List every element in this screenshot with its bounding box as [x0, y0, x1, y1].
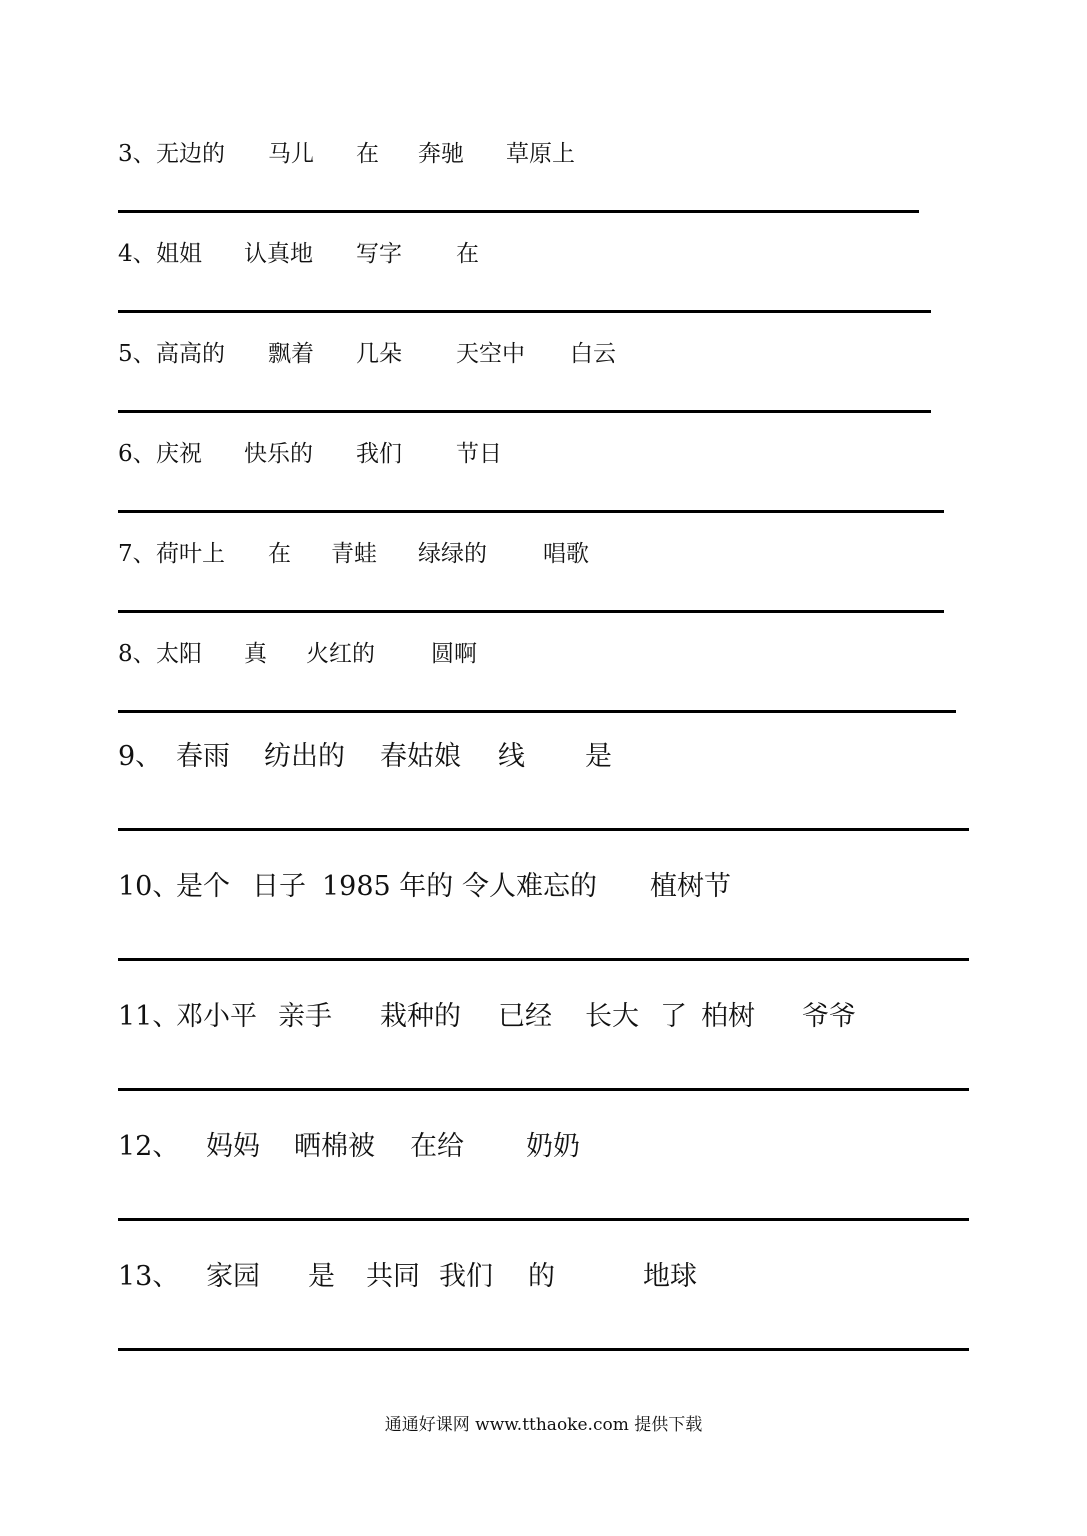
- answer-line[interactable]: [118, 828, 969, 831]
- answer-line[interactable]: [118, 958, 969, 961]
- word-tile: 奔驰: [418, 141, 464, 167]
- answer-line[interactable]: [118, 510, 944, 513]
- word-tile: 真: [244, 641, 267, 667]
- word-tile: 几朵: [356, 341, 402, 367]
- word-tile: 妈妈: [206, 1131, 260, 1162]
- question-number: 12、: [118, 1131, 180, 1162]
- word-tile: 是个: [176, 871, 230, 902]
- question-number: 8、: [118, 641, 156, 667]
- word-tile: 节日: [456, 441, 502, 467]
- answer-line[interactable]: [118, 310, 931, 313]
- word-tile: 高高的: [156, 341, 225, 367]
- word-tile: 唱歌: [543, 541, 589, 567]
- word-tile: 飘着: [268, 341, 314, 367]
- question-number: 9、: [118, 741, 163, 772]
- word-tile: 在给: [410, 1131, 464, 1162]
- word-tile: 1985 年的: [322, 871, 454, 902]
- word-tile: 的: [528, 1261, 555, 1292]
- answer-line[interactable]: [118, 1218, 969, 1221]
- answer-line[interactable]: [118, 410, 931, 413]
- word-tile: 在: [356, 141, 379, 167]
- word-tile: 邓小平: [176, 1001, 257, 1032]
- word-tile: 了: [660, 1001, 687, 1032]
- word-tile: 庆祝: [156, 441, 202, 467]
- answer-line[interactable]: [118, 1348, 969, 1351]
- word-tile: 亲手: [278, 1001, 332, 1032]
- question-number: 10、: [118, 871, 180, 902]
- word-tile: 青蛙: [331, 541, 377, 567]
- word-tile: 无边的: [156, 141, 225, 167]
- answer-line[interactable]: [118, 1088, 969, 1091]
- word-tile: 柏树: [701, 1001, 755, 1032]
- word-tile: 马儿: [268, 141, 314, 167]
- footer-credit: 通通好课网 www.tthaoke.com 提供下载: [384, 1415, 703, 1435]
- word-tile: 姐姐: [156, 241, 202, 267]
- word-tile: 爷爷: [802, 1001, 856, 1032]
- word-tile: 令人难忘的: [462, 871, 597, 902]
- word-tile: 在: [268, 541, 291, 567]
- question-number: 7、: [118, 541, 156, 567]
- word-tile: 我们: [356, 441, 402, 467]
- word-tile: 我们: [439, 1261, 493, 1292]
- word-tile: 栽种的: [380, 1001, 461, 1032]
- word-tile: 纺出的: [264, 741, 345, 772]
- word-tile: 草原上: [506, 141, 575, 167]
- word-tile: 春姑娘: [380, 741, 461, 772]
- word-tile: 在: [456, 241, 479, 267]
- word-tile: 地球: [643, 1261, 697, 1292]
- question-number: 4、: [118, 241, 156, 267]
- word-tile: 晒棉被: [294, 1131, 375, 1162]
- answer-line[interactable]: [118, 210, 919, 213]
- question-number: 6、: [118, 441, 156, 467]
- word-tile: 白云: [570, 341, 616, 367]
- word-tile: 奶奶: [526, 1131, 580, 1162]
- word-tile: 快乐的: [244, 441, 313, 467]
- answer-line[interactable]: [118, 710, 956, 713]
- word-tile: 荷叶上: [156, 541, 225, 567]
- word-tile: 是: [308, 1261, 335, 1292]
- question-number: 5、: [118, 341, 156, 367]
- word-tile: 火红的: [306, 641, 375, 667]
- word-tile: 已经: [498, 1001, 552, 1032]
- word-tile: 写字: [356, 241, 402, 267]
- word-tile: 长大: [585, 1001, 639, 1032]
- word-tile: 太阳: [156, 641, 202, 667]
- word-tile: 植树节: [650, 871, 731, 902]
- word-tile: 圆啊: [431, 641, 477, 667]
- word-tile: 认真地: [244, 241, 313, 267]
- word-tile: 春雨: [176, 741, 230, 772]
- word-tile: 线: [498, 741, 525, 772]
- word-tile: 家园: [206, 1261, 260, 1292]
- question-number: 11、: [118, 1001, 180, 1032]
- word-tile: 日子: [252, 871, 306, 902]
- question-number: 3、: [118, 141, 156, 167]
- word-tile: 绿绿的: [418, 541, 487, 567]
- word-tile: 是: [585, 741, 612, 772]
- word-tile: 天空中: [456, 341, 525, 367]
- word-tile: 共同: [366, 1261, 420, 1292]
- question-number: 13、: [118, 1261, 180, 1292]
- answer-line[interactable]: [118, 610, 944, 613]
